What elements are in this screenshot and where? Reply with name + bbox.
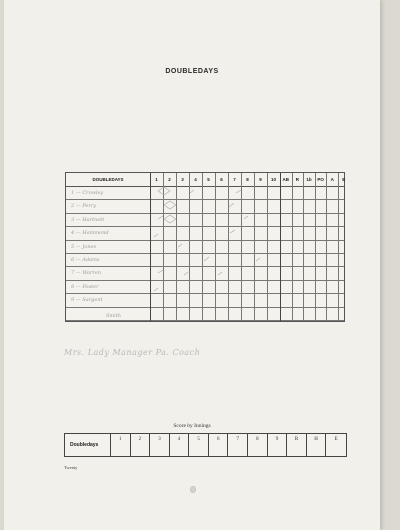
scorecard-grid — [65, 172, 345, 322]
stat-column-label: E — [342, 177, 346, 182]
stat-column-label: AB — [282, 177, 290, 182]
page-number: Twenty — [64, 465, 78, 470]
handwritten-player-name: 5 — Jones — [71, 243, 97, 250]
handwritten-player-name: 9 — Sargent — [71, 297, 103, 304]
inning-column-label: 8 — [246, 177, 249, 182]
score-by-innings-cell: 1 — [111, 434, 131, 456]
inning-column-label: 5 — [207, 177, 210, 182]
score-by-innings-cell: R — [287, 434, 307, 456]
page-title: DOUBLEDAYS — [165, 68, 219, 75]
handwritten-player-name: 4 — Hammond — [71, 230, 109, 237]
stat-column-label: A — [330, 177, 334, 182]
score-by-innings-cell: 8 — [248, 434, 268, 456]
handwritten-extra-name: Smith — [106, 312, 121, 319]
inning-column-label: 1 — [155, 177, 158, 182]
score-by-innings-cell: 9 — [268, 434, 288, 456]
handwritten-player-name: 1 — Crowley — [71, 190, 104, 196]
handwritten-player-name: 2 — Perry — [71, 203, 97, 210]
handwritten-player-name: 8 — Foster — [71, 283, 99, 290]
handwritten-player-name: 6 — Adams — [71, 257, 100, 263]
binding-hole — [190, 486, 196, 493]
score-by-innings-cell: 3 — [150, 434, 170, 456]
score-by-innings-cell: 2 — [131, 434, 151, 456]
score-by-innings-cell: 7 — [229, 434, 249, 456]
scorecard-team-label: DOUBLEDAYS — [92, 177, 124, 182]
inning-column-label: 10 — [270, 177, 276, 182]
stat-column-label: 1b — [306, 177, 312, 182]
stat-column-label: PO — [317, 177, 324, 182]
scorebook-page — [4, 0, 380, 530]
score-by-innings-team: Doubledays — [65, 434, 111, 456]
score-by-innings-cell: 6 — [209, 434, 229, 456]
pencil-marks — [66, 173, 344, 321]
score-by-innings-cell: 4 — [170, 434, 190, 456]
score-by-innings-cell: H — [307, 434, 327, 456]
inning-column-label: 4 — [194, 177, 197, 182]
inning-column-label: 2 — [168, 177, 171, 182]
inning-column-label: 3 — [181, 177, 184, 182]
score-by-innings-cell: E — [334, 437, 338, 442]
inning-column-label: 6 — [220, 177, 223, 182]
handwritten-note: Mrs. Lady Manager Pa. Coach — [64, 348, 201, 357]
handwritten-player-name: 3 — Hartnett — [71, 216, 105, 223]
score-by-innings-title: Score by Innings — [173, 423, 211, 429]
score-by-innings-table — [64, 433, 347, 457]
score-by-innings-cell: 5 — [189, 434, 209, 456]
inning-column-label: 7 — [233, 177, 236, 182]
inning-column-label: 9 — [259, 177, 262, 182]
handwritten-player-name: 7 — Warren — [71, 270, 102, 277]
stat-column-label: R — [295, 177, 300, 182]
